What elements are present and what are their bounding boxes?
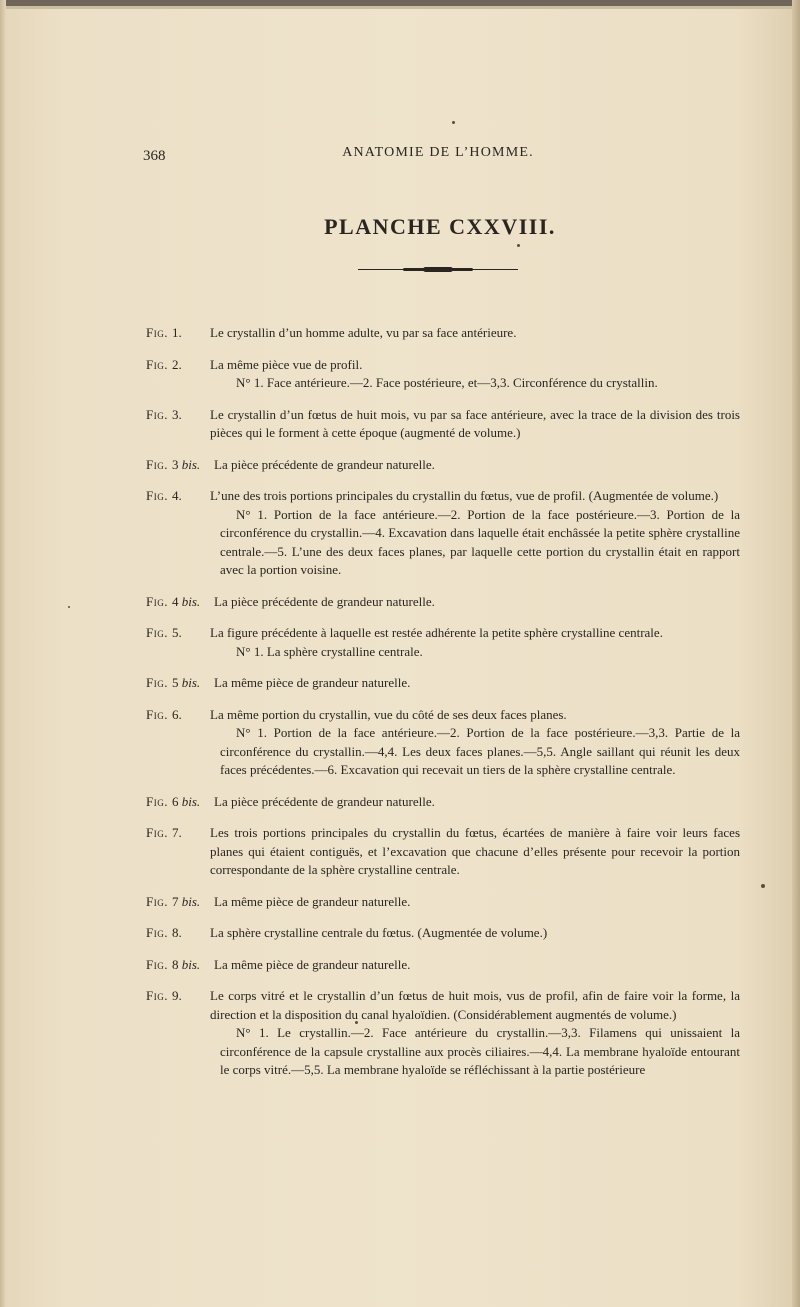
figure-word: Fig.	[146, 325, 168, 340]
figure-number: 8	[171, 956, 179, 972]
figure-entry	[146, 456, 740, 475]
figure-bis-marker: bis.	[181, 456, 201, 472]
title-ornament-rule	[358, 266, 518, 274]
figure-word: Fig.	[146, 893, 168, 909]
figure-label	[146, 324, 210, 343]
figure-label	[146, 624, 210, 643]
figure-description: La même pièce de grandeur naturelle.	[214, 893, 411, 909]
figure-label	[146, 674, 210, 693]
figure-number: 6.	[171, 706, 182, 722]
figure-part-legend: N° 1. La sphère crystalline centrale.	[236, 643, 423, 659]
figure-entry	[146, 674, 740, 693]
figure-word: Fig.	[146, 675, 168, 690]
figure-word: Fig.	[146, 925, 168, 940]
figure-description: Le crystallin d’un fœtus de huit mois, vu par sa face antérieure, avec la trace de la division des trois pièces qui le forment à cette époque (augmenté de volume.)	[210, 406, 740, 440]
figure-number: 9.	[171, 988, 182, 1003]
figure-description: La même pièce de grandeur naturelle.	[214, 956, 411, 972]
figure-description: La figure précédente à laquelle est restée adhérente la petite sphère crystalline centrale.	[210, 625, 663, 640]
figure-word: Fig.	[146, 825, 168, 840]
plate-title: PLANCHE CXXVIII.	[324, 214, 556, 239]
figure-description: L’une des trois portions principales du crystallin du fœtus, vue de profil. (Augmentée de volume.)	[210, 488, 719, 503]
figure-entry	[146, 324, 740, 343]
paper-speck	[517, 244, 520, 247]
figure-description: La même portion du crystallin, vue du côté de ses deux faces planes.	[210, 706, 567, 722]
figure-entry	[146, 593, 740, 612]
figure-bis-marker: bis.	[181, 893, 201, 909]
figure-entry	[146, 956, 740, 975]
figure-bis-marker: bis.	[181, 793, 201, 809]
paper-speck	[355, 1021, 358, 1024]
figure-number: 7.	[171, 825, 182, 840]
paper-speck	[761, 884, 765, 888]
figure-number: 8.	[171, 925, 182, 940]
figure-entry	[146, 487, 740, 580]
figure-description: La pièce précédente de grandeur naturelle.	[214, 793, 435, 809]
figure-label	[146, 487, 210, 506]
figure-label	[146, 456, 210, 475]
figure-label	[146, 593, 210, 612]
figure-bis-marker: bis.	[181, 675, 201, 690]
page-number: 368	[143, 148, 166, 164]
figure-entry	[146, 893, 740, 912]
page-right-edge	[792, 0, 800, 1307]
figure-description: Le crystallin d’un homme adulte, vu par sa face antérieure.	[210, 325, 517, 340]
figure-description: Les trois portions principales du crystallin du fœtus, écartées de manière à faire voir leurs faces planes qui étaient contiguës, et l’excavation que chacune d’elles présente pour recevoir la portion correspondante de la sphère crystalline centrale.	[210, 825, 740, 877]
figure-label	[146, 956, 210, 975]
figure-number: 7	[171, 893, 179, 909]
figure-part-legend: N° 1. Face antérieure.—2. Face postérieure, et—3,3. Circonférence du crystallin.	[236, 375, 658, 390]
figure-label	[146, 893, 210, 912]
figure-label	[146, 793, 210, 812]
figure-word: Fig.	[146, 988, 168, 1003]
figure-number: 4.	[171, 488, 182, 503]
figure-entry	[146, 356, 740, 393]
figure-description: La même pièce de grandeur naturelle.	[214, 675, 411, 690]
figure-word: Fig.	[146, 406, 168, 422]
figure-label	[146, 406, 210, 425]
figure-word: Fig.	[146, 488, 168, 503]
figure-entry	[146, 793, 740, 812]
running-head: ANATOMIE DE L’HOMME.	[342, 145, 534, 160]
paper-speck	[68, 606, 70, 608]
figure-entry	[146, 987, 740, 1080]
figure-number: 3	[171, 456, 179, 472]
figure-entry	[146, 406, 740, 443]
figure-number: 1.	[171, 325, 182, 340]
figure-number: 5	[171, 675, 179, 690]
figure-word: Fig.	[146, 706, 168, 722]
figure-entry	[146, 824, 740, 880]
figure-legend-list	[146, 324, 740, 1093]
figure-number: 4	[171, 593, 179, 609]
figure-number: 6	[171, 793, 179, 809]
figure-description: La même pièce vue de profil.	[210, 356, 363, 372]
figure-part-legend: N° 1. Portion de la face antérieure.—2. Portion de la face postérieure.—3,3. Partie de la circonférence du crystallin.—4,4. Les deux faces planes.—5,5. Angle saillant qui réunit les deux faces précédentes.—6. Excavation qui recevait un tiers de la sphère crystalline centrale.	[220, 725, 740, 777]
figure-description: Le corps vitré et le crystallin d’un fœtus de huit mois, vus de profil, afin de faire voir la forme, la direction et la disposition du canal hyaloïdien. (Considérablement augmentés de volume.)	[210, 988, 740, 1022]
figure-description: La pièce précédente de grandeur naturelle.	[214, 456, 435, 472]
figure-label	[146, 924, 210, 943]
figure-word: Fig.	[146, 456, 168, 472]
figure-number: 5.	[171, 625, 182, 640]
figure-number: 2.	[171, 356, 182, 372]
figure-word: Fig.	[146, 356, 168, 372]
figure-bis-marker: bis.	[181, 593, 201, 609]
figure-entry	[146, 624, 740, 661]
figure-label	[146, 824, 210, 843]
figure-bis-marker: bis.	[181, 956, 201, 972]
figure-word: Fig.	[146, 956, 168, 972]
figure-word: Fig.	[146, 793, 168, 809]
figure-description: La sphère crystalline centrale du fœtus. (Augmentée de volume.)	[210, 925, 548, 940]
figure-part-legend: N° 1. Le crystallin.—2. Face antérieure du crystallin.—3,3. Filamens qui unissaient la circonférence de la capsule crystalline aux procès ciliaires.—4,4. La membrane hyaloïde entourant le corps vitré.—5,5. La membrane hyaloïde se réfléchissant à la partie postérieure	[220, 1025, 740, 1077]
figure-entry	[146, 706, 740, 780]
paper-speck	[452, 121, 455, 124]
figure-part-legend: N° 1. Portion de la face antérieure.—2. Portion de la face postérieure.—3. Portion de la circonférence du crystallin.—4. Excavation dans laquelle était enchâssée la petite sphère crystalline centrale.—5. L’une des deux faces planes, par laquelle cette portion du crystallin était en rapport avec la portion voisine.	[220, 506, 740, 577]
figure-label	[146, 356, 210, 375]
figure-word: Fig.	[146, 625, 168, 640]
page-left-edge	[0, 0, 6, 1307]
page-top-shadow	[0, 6, 800, 9]
figure-number: 3.	[171, 406, 182, 422]
figure-entry	[146, 924, 740, 943]
figure-label	[146, 706, 210, 725]
figure-word: Fig.	[146, 593, 168, 609]
figure-label	[146, 987, 210, 1006]
figure-description: La pièce précédente de grandeur naturelle.	[214, 593, 435, 609]
